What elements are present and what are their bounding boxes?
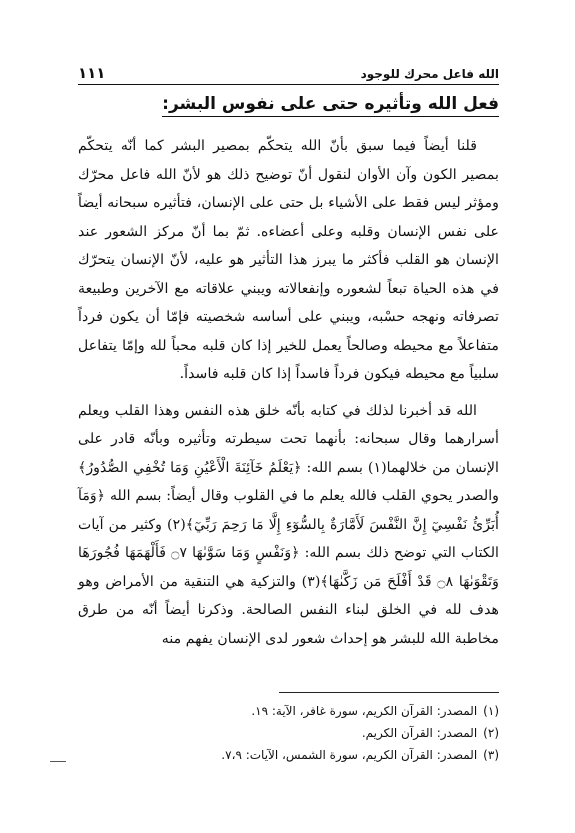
paragraph: قلنا أيضاً فيما سبق بأنّ الله يتحكّم بمصير البشر كما أنّه يتحكّم بمصير الكون وآن الأوان لنقول أنّ توضيح ذلك هو لأنّ الله فاعل محرّك ومؤثر ليس فقط على الأشياء بل حتى على الإنسان، فتأثيره سبحانه أيضاً على نفس الإنسان وقلبه وعلى أعضاءه. ثمّ بما أنّ مركز الشعور عند الإنسان هو القلب فأكثر ما يبرز هذا التأثير هو عليه، لأنّ الإنسان يتحرّك في هذه الحياة تبعاً لشعوره وإنفعالاته ويبني علاقاته مع الآخرين وطبيعة تصرفاته ونهجه حسْبه، ويبني على أساسه شخصيته فإمّا أن يكون فرداً متفاعلاً مع محيطه وصالحاً يعمل للخير إذا كان قلبه محباً لله وإمّا يتفاعل سلبياً مع محيطه فيكون فرداً فاسداً إذا كان قلبه فاسداً. — [78, 138, 499, 382]
footnote-text: المصدر: القرآن الكريم، سورة الشمس، الآيات: ٧،٩. — [221, 748, 478, 762]
footnote-number: (٢) — [483, 726, 499, 740]
running-header — [78, 62, 499, 85]
footnote-divider — [279, 692, 499, 693]
footnote-text: المصدر: القرآن الكريم، سورة غافر، الآية: ١٩. — [251, 704, 478, 718]
section-heading: فعل الله وتأثيره حتى على نفوس البشر: — [162, 94, 499, 117]
page-number: ١١١ — [78, 64, 106, 82]
margin-mark — [50, 761, 66, 762]
footnote-item — [78, 722, 499, 744]
footnote-number: (١) — [483, 704, 499, 718]
footnote-text: المصدر: القرآن الكريم. — [361, 726, 478, 740]
footnote-item — [78, 744, 499, 766]
paragraph: الله قد أخبرنا لذلك في كتابه بأنّه خلق هذه النفس وهذا القلب ويعلم أسرارهما وقال سبحانه: بأنهما تحت سيطرته وتأثيره وبأنّه قادر على الإنسان من خلالهما(١) بسم الله: ﴿يَعْلَمُ خَآئِنَةَ الْأَعْيُنِ وَمَا تُخْفِي الصُّدُورُ﴾ والصدر يحوي القلب فالله يعلم ما في القلوب وقال أيضاً: بسم الله ﴿وَمَآ أُبَرِّئُ نَفْسِيٓ إِنَّ النَّفْسَ لَأَمَّارَةٌ بِالسُّوٓءِ إِلَّا مَا رَحِمَ رَبِّيٓ﴾(٢) وكثير من آيات الكتاب التي توضح ذلك بسم الله: ﴿وَنَفْسٍ وَمَا سَوَّىٰهَا ۝٧ فَأَلْهَمَهَا فُجُورَهَا وَتَقْوَىٰهَا ۝٨ قَدْ أَفْلَحَ مَن زَكَّىٰهَا﴾(٣) والتزكية هي التنقية من الأمراض وهو هدف لله في الخلق لبناء النفس الصالحة. وذكرنا أيضاً أنّه من طرق مخاطبة الله للبشر هو إحداث شعور لدى الإنسان يفهم منه — [78, 402, 500, 647]
footnotes — [78, 700, 499, 766]
body-text — [78, 132, 499, 653]
running-title: الله فاعل محرك للوجود — [360, 67, 499, 81]
footnote-number: (٣) — [483, 748, 499, 762]
footnote-item — [78, 700, 499, 722]
